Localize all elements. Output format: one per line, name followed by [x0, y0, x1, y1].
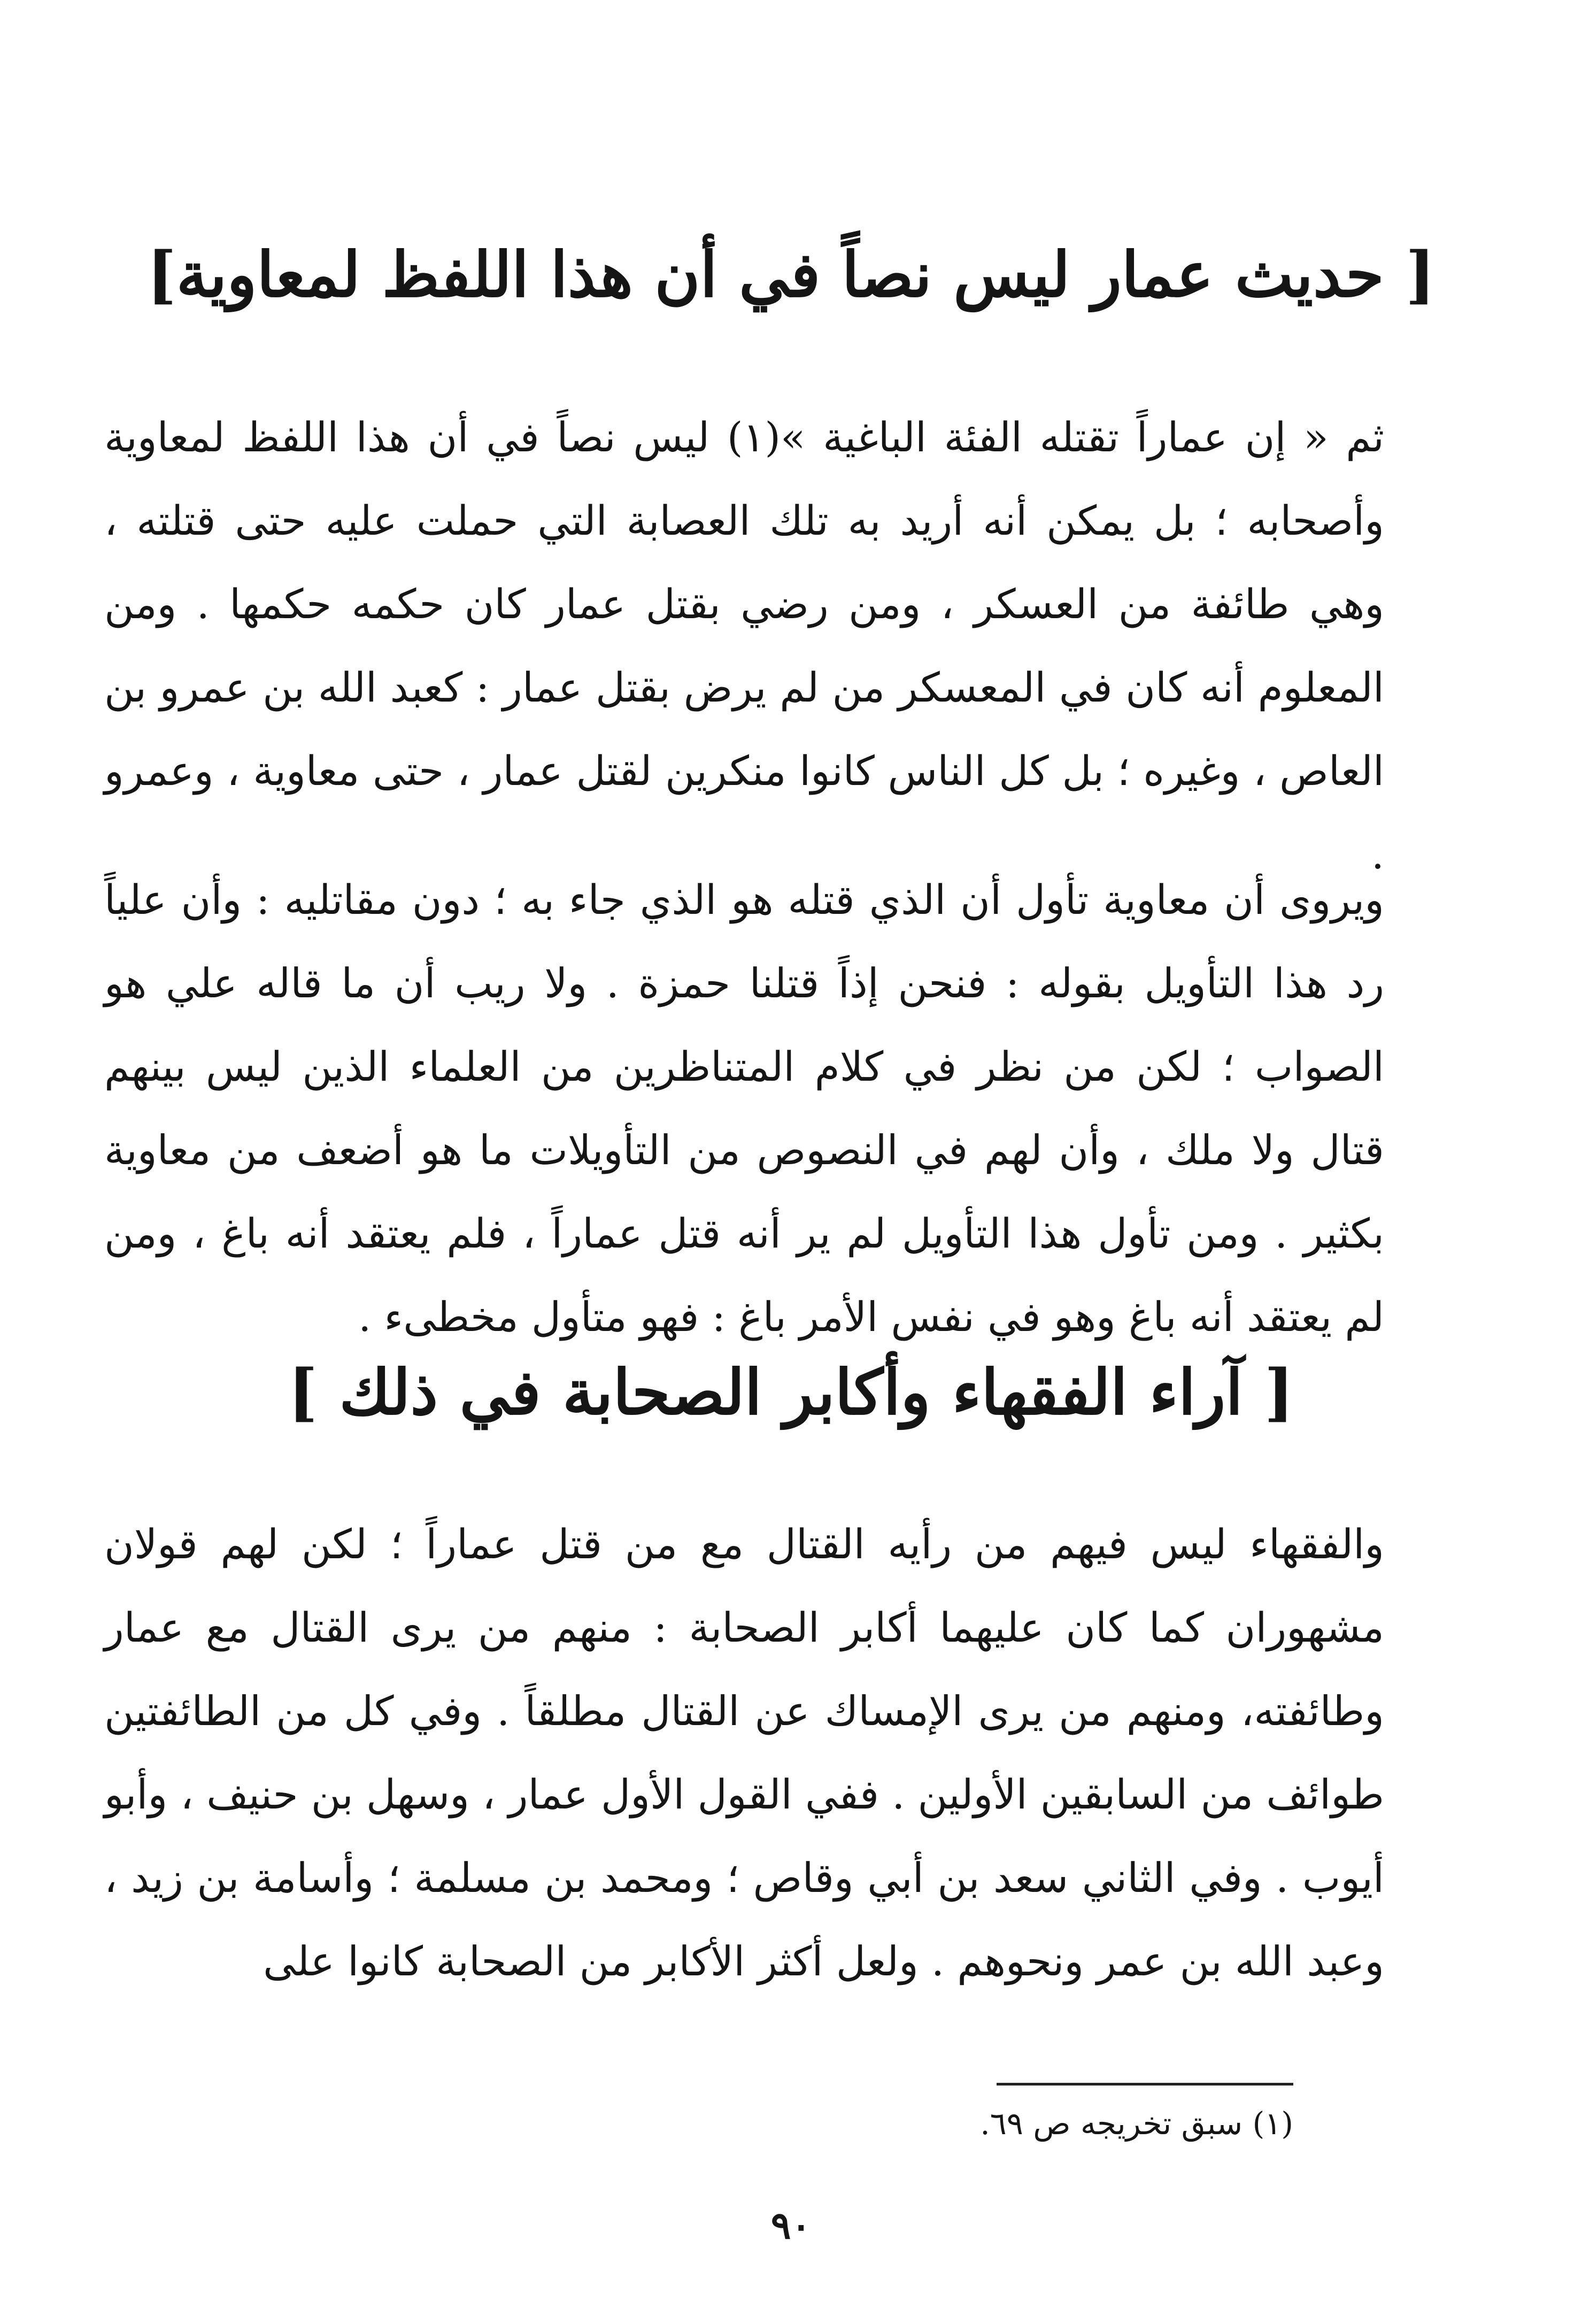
body-paragraph: ويروى أن معاوية تأول أن الذي قتله هو الذي جاء به ؛ دون مقاتليه : وأن علياً رد هذا التأويل بقوله : فنحن إذاً قتلنا حمزة . ولا ريب أن ما قاله علي هو الصواب ؛ لكن من نظر في كلام المتناظرين من العلماء الذين ليس بينهم قتال ولا ملك ، وأن لهم في النصوص من التأويلات ما هو أضعف من معاوية بكثير . ومن تأول هذا التأويل لم ير أنه قتل عماراً ، فلم يعتقد أنه باغ ، ومن لم يعتقد أنه باغ وهو في نفس الأمر باغ : فهو متأول مخطىء . — [104, 876, 1384, 1341]
body-paragraph: والفقهاء ليس فيهم من رأيه القتال مع من قتل عماراً ؛ لكن لهم قولان مشهوران كما كان عليهما أكابر الصحابة : منهم من يرى القتال مع عمار وطائفته، ومنهم من يرى الإمساك عن القتال مطلقاً . وفي كل من الطائفتين طوائف من السابقين الأولين . ففي القول الأول عمار ، وسهل بن حنيف ، وأبو أيوب . وفي الثاني سعد بن أبي وقاص ؛ ومحمد بن مسلمة ؛ وأسامة بن زيد ، وعبد الله بن عمر ونحوهم . ولعل أكثر الأكابر من الصحابة كانوا على — [104, 1520, 1384, 1985]
body-paragraph: ثم « إن عماراً تقتله الفئة الباغية »(١) ليس نصاً في أن هذا اللفظ لمعاوية وأصحابه ؛ بل يمكن أنه أريد به تلك العصابة التي حملت عليه حتى قتلته ، وهي طائفة من العسكر ، ومن رضي بقتل عمار كان حكمه حكمها . ومن المعلوم أنه كان في المعسكر من لم يرض بقتل عمار : كعبد الله بن عمرو بن العاص ، وغيره ؛ بل كل الناس كانوا منكرين لقتل عمار ، حتى معاوية ، وعمرو . — [104, 413, 1384, 878]
page-number: ٩٠ — [770, 2203, 812, 2248]
footnote-divider — [997, 2083, 1293, 2086]
section-heading: [ حديث عمار ليس نصاً في أن هذا اللفظ لمعاوية] — [147, 238, 1435, 311]
section-heading: [ آراء الفقهاء وأكابر الصحابة في ذلك ] — [288, 1356, 1294, 1429]
footnote: (١) سبق تخريجه ص ٦٩. — [980, 2105, 1293, 2142]
